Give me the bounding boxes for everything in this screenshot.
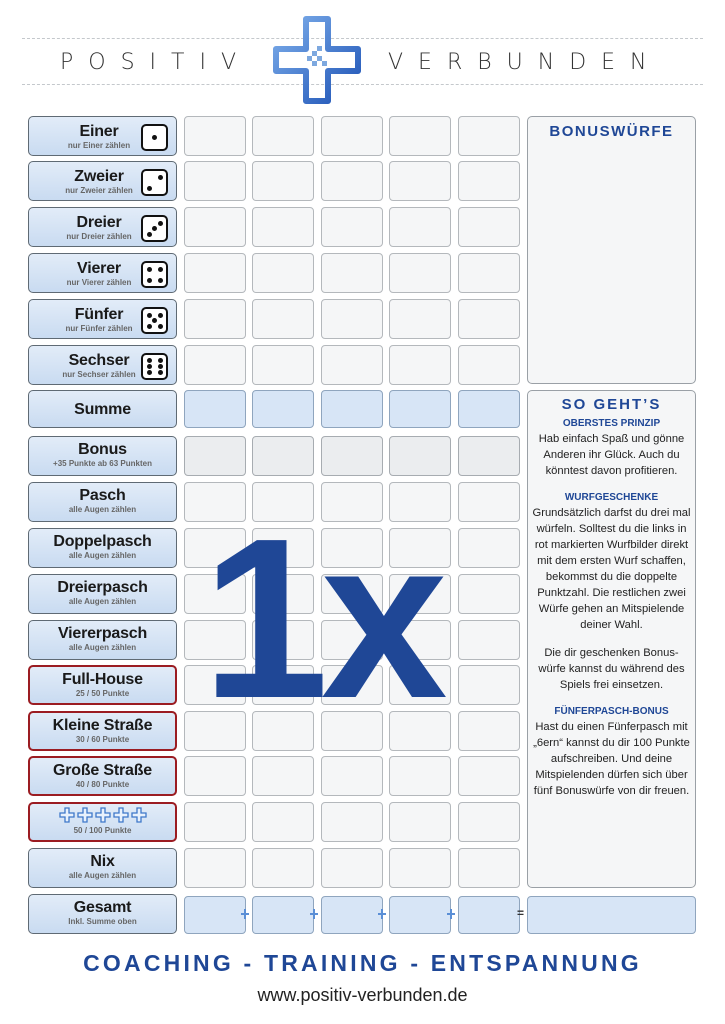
score-cell[interactable] (458, 253, 520, 293)
bonus-panel[interactable] (527, 116, 696, 384)
row-label-bonus (28, 436, 177, 476)
cross-icon (77, 807, 93, 823)
row-sub: Inkl. Summe oben (68, 917, 137, 926)
score-cell[interactable] (321, 756, 383, 796)
row-sub: 25 / 50 Punkte (75, 689, 130, 698)
score-cell[interactable] (458, 896, 520, 934)
score-cell[interactable] (458, 711, 520, 751)
row-sub: alle Augen zählen (68, 597, 137, 606)
score-cell[interactable] (389, 802, 451, 842)
row-title: Zweier (74, 168, 124, 185)
row-sub: nur Fünfer zählen (65, 324, 133, 333)
section-text: Die dir geschenken Bonus-würfe kannst du während des Spiels frei einsetzen. (538, 647, 685, 691)
score-cell[interactable] (184, 207, 246, 247)
row-title: Große Straße (53, 762, 152, 779)
row-sub: nur Vierer zählen (66, 278, 132, 287)
score-cell[interactable] (184, 299, 246, 339)
die-two-icon (141, 169, 168, 196)
row-label-summe (28, 390, 177, 428)
score-cell[interactable] (252, 299, 314, 339)
score-cell[interactable] (252, 207, 314, 247)
score-cell[interactable] (389, 207, 451, 247)
how-to-title: SO GEHT’S (561, 396, 662, 413)
row-title: Viererpasch (57, 625, 148, 642)
score-cell[interactable] (184, 896, 246, 934)
row-title: Sechser (68, 352, 130, 369)
row-label-grosse-strasse (28, 756, 177, 796)
row-title: Gesamt (73, 899, 132, 916)
score-cell[interactable] (252, 390, 314, 428)
row-label-doppelpasch (28, 528, 177, 568)
section-heading: WURFGESCHENKE (564, 492, 659, 503)
row-label-zweier (28, 161, 177, 201)
section-text: Hast du einen Fünferpasch mit „6ern“ kannst du dir 100 Punkte aufschreiben. Und deine Mitspielenden dürfen sich über fünf Bonuswürfe von dir freuen. (533, 721, 690, 797)
row-label-full-house (28, 665, 177, 705)
connector-plus-icon (244, 909, 246, 919)
score-cell[interactable] (389, 756, 451, 796)
row-label-dreierpasch (28, 574, 177, 614)
score-cell[interactable] (252, 756, 314, 796)
score-cell[interactable] (252, 848, 314, 888)
score-cell[interactable] (184, 345, 246, 385)
score-cell[interactable] (389, 848, 451, 888)
bonus-panel-title: BONUSWÜRFE (549, 123, 674, 140)
score-cell[interactable] (252, 896, 314, 934)
score-cell[interactable] (321, 345, 383, 385)
score-cell[interactable] (252, 345, 314, 385)
footer-url[interactable]: www.positiv-verbunden.de (257, 985, 468, 1005)
header-bottom-line (22, 84, 703, 85)
row-sub: alle Augen zählen (68, 871, 137, 880)
row-label-kleine-strasse (28, 711, 177, 751)
score-cell[interactable] (458, 802, 520, 842)
score-cell[interactable] (389, 345, 451, 385)
footer-title: COACHING - TRAINING - ENTSPANNUNG (83, 950, 642, 976)
row-sub: nur Dreier zählen (66, 232, 132, 241)
row-title: Doppelpasch (53, 533, 152, 550)
row-label-einer (28, 116, 177, 156)
score-cell[interactable] (252, 253, 314, 293)
score-cell[interactable] (458, 482, 520, 522)
die-five-icon (141, 307, 168, 334)
row-sub: alle Augen zählen (68, 643, 137, 652)
row-label-sechser (28, 345, 177, 385)
row-sub: nur Einer zählen (67, 141, 131, 150)
die-six-icon (141, 353, 168, 380)
score-cell[interactable] (252, 802, 314, 842)
row-title: Pasch (79, 487, 126, 504)
score-cell[interactable] (389, 299, 451, 339)
gesamt-total-field[interactable] (527, 896, 696, 934)
row-sub: 40 / 80 Punkte (75, 780, 130, 789)
score-cell[interactable] (252, 116, 314, 156)
score-cell[interactable] (458, 390, 520, 428)
score-cell[interactable] (458, 620, 520, 660)
row-title: Bonus (78, 441, 127, 458)
row-label-vierer (28, 253, 177, 293)
row-sub: 50 / 100 Punkte (73, 826, 132, 835)
connector-plus-icon (450, 909, 452, 919)
row-label-pasch (28, 482, 177, 522)
connector-plus-icon (313, 909, 315, 919)
die-four-icon (141, 261, 168, 288)
score-cell[interactable] (252, 161, 314, 201)
score-cell[interactable] (458, 665, 520, 705)
score-cell[interactable] (458, 345, 520, 385)
die-one-icon (141, 124, 168, 151)
score-cell[interactable] (389, 161, 451, 201)
header-top-line (22, 38, 703, 39)
row-label-fuenferpasch (28, 802, 177, 842)
row-label-viererpasch (28, 620, 177, 660)
score-cell[interactable] (321, 299, 383, 339)
row-sub: alle Augen zählen (68, 551, 137, 560)
score-cell[interactable] (184, 756, 246, 796)
equals-sign: = (517, 906, 525, 920)
row-sub: +35 Punkte ab 63 Punkten (53, 459, 152, 468)
row-title: Summe (74, 401, 131, 418)
row-sub: nur Zweier zählen (65, 186, 133, 195)
score-cell[interactable] (321, 253, 383, 293)
row-title: Fünfer (74, 306, 124, 323)
cross-icon (113, 807, 129, 823)
row-title: Nix (90, 853, 115, 870)
score-cell[interactable] (321, 116, 383, 156)
score-cell[interactable] (458, 436, 520, 476)
score-cell[interactable] (184, 848, 246, 888)
row-title: Dreierpasch (57, 579, 148, 596)
cross-icon (59, 807, 75, 823)
row-label-dreier (28, 207, 177, 247)
score-cell[interactable] (389, 436, 451, 476)
big-1x-overlay: 1x (202, 492, 440, 746)
score-cell[interactable] (458, 207, 520, 247)
score-cell[interactable] (458, 299, 520, 339)
score-cell[interactable] (321, 848, 383, 888)
score-cell[interactable] (389, 253, 451, 293)
row-title: Vierer (77, 260, 121, 277)
section-heading: OBERSTES PRINZIP (562, 418, 661, 429)
score-cell[interactable] (321, 390, 383, 428)
row-sub: alle Augen zählen (68, 505, 137, 514)
cross-logo-icon (272, 15, 362, 105)
score-cell[interactable] (458, 161, 520, 201)
score-cell[interactable] (321, 896, 383, 934)
row-label-nix (28, 848, 177, 888)
score-cell[interactable] (458, 574, 520, 614)
score-cell[interactable] (321, 436, 383, 476)
cross-icon (131, 807, 147, 823)
score-cell[interactable] (458, 848, 520, 888)
score-cell[interactable] (389, 896, 451, 934)
row-title: Full-House (62, 671, 143, 688)
brand-right-text: VERBUNDEN (388, 50, 662, 75)
row-title: Dreier (76, 214, 122, 231)
row-title: Kleine Straße (52, 717, 153, 734)
score-cell[interactable] (321, 802, 383, 842)
score-cell[interactable] (389, 116, 451, 156)
section-text: Grundsätzlich darfst du drei mal würfeln. Solltest du die links in rot markierten Wurfbilder direkt mit dem ersten Wurf schaffen, bekommst du die doppelte Punktzahl. Die restlichen zwei Würfe gehen an Mitspielende deiner Wahl. (532, 507, 691, 631)
score-cell[interactable] (184, 802, 246, 842)
die-three-icon (141, 215, 168, 242)
score-cell[interactable] (184, 116, 246, 156)
score-cell[interactable] (458, 756, 520, 796)
row-sub: nur Sechser zählen (62, 370, 136, 379)
five-cross-icons (30, 807, 175, 823)
score-cell[interactable] (458, 116, 520, 156)
section-text: Hab einfach Spaß und gönne Anderen ihr Glück. Auch du könntest davon profitieren. (538, 433, 685, 477)
section-heading: FÜNFERPASCH-BONUS (554, 706, 669, 717)
row-label-gesamt (28, 894, 177, 934)
connector-plus-icon (381, 909, 383, 919)
row-title: Einer (79, 123, 119, 140)
score-cell[interactable] (184, 253, 246, 293)
score-cell[interactable] (458, 528, 520, 568)
how-to-panel (527, 390, 696, 888)
row-sub: 30 / 60 Punkte (75, 735, 130, 744)
score-cell[interactable] (184, 161, 246, 201)
score-cell[interactable] (389, 390, 451, 428)
cross-icon (95, 807, 111, 823)
score-cell[interactable] (184, 436, 246, 476)
score-cell[interactable] (321, 161, 383, 201)
score-cell[interactable] (252, 436, 314, 476)
brand-left-text: POSITIV (60, 50, 252, 75)
score-cell[interactable] (184, 390, 246, 428)
row-label-fuenfer (28, 299, 177, 339)
score-cell[interactable] (321, 207, 383, 247)
